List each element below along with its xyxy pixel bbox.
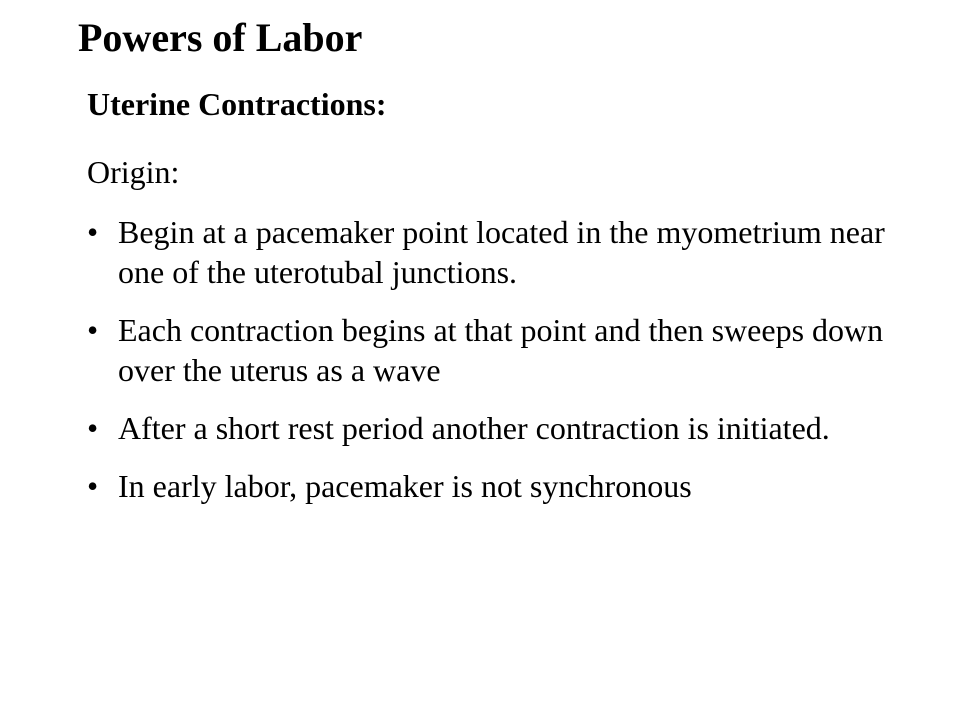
bullet-item [87,310,927,390]
section-heading: Uterine Contractions: [87,86,387,122]
bullet-icon: • [87,214,99,250]
bullet-text: After a short rest period another contraction is initiated. [118,410,830,446]
bullet-item [87,212,927,292]
bullet-icon: • [87,312,99,348]
bullet-list [87,212,927,524]
bullet-text: In early labor, pacemaker is not synchronous [118,468,692,504]
bullet-item [87,466,927,506]
bullet-text: Each contraction begins at that point and then sweeps down over the uterus as a wave [118,312,884,388]
bullet-text: Begin at a pacemaker point located in the myometrium near one of the uterotubal junctions. [118,214,885,290]
origin-label: Origin: [87,154,180,190]
bullet-item [87,408,927,448]
slide-title: Powers of Labor [78,15,363,60]
bullet-icon: • [87,468,99,504]
bullet-icon: • [87,410,99,446]
